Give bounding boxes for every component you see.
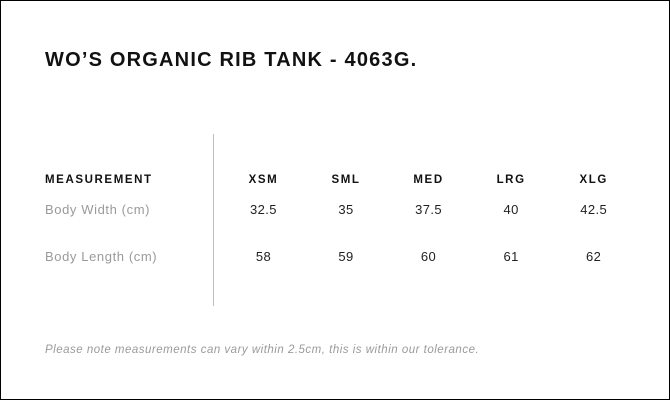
cell-body-length-xlg: 62 bbox=[586, 249, 602, 264]
table-row bbox=[45, 233, 635, 280]
cell-body-width-xlg: 42.5 bbox=[580, 202, 608, 217]
column-header-xsm: XSM bbox=[248, 174, 279, 186]
size-table bbox=[45, 134, 635, 280]
cell-body-length-xsm: 58 bbox=[255, 249, 272, 264]
cell-body-width-med: 37.5 bbox=[415, 202, 442, 217]
column-header-measurement: MEASUREMENT bbox=[45, 174, 153, 186]
cell-body-width-xsm: 32.5 bbox=[250, 202, 277, 217]
page-title: WO’S ORGANIC RIB TANK - 4063G. bbox=[45, 49, 418, 71]
table-row bbox=[45, 186, 635, 233]
row-label-body-length: Body Length (cm) bbox=[45, 249, 158, 264]
size-table-container bbox=[45, 134, 635, 280]
cell-body-width-sml: 35 bbox=[338, 202, 354, 217]
row-label-body-width: Body Width (cm) bbox=[45, 202, 151, 217]
table-body bbox=[45, 186, 635, 280]
cell-body-length-med: 60 bbox=[420, 249, 437, 264]
cell-body-width-lrg: 40 bbox=[503, 202, 519, 217]
table-head bbox=[45, 134, 635, 186]
column-header-med: MED bbox=[413, 174, 444, 186]
table-header-row bbox=[45, 134, 635, 186]
tolerance-note: Please note measurements can vary within 2.5cm, this is within our tolerance. bbox=[45, 344, 480, 356]
cell-body-length-sml: 59 bbox=[338, 249, 354, 264]
cell-body-length-lrg: 61 bbox=[503, 249, 519, 264]
column-header-xlg: XLG bbox=[579, 174, 608, 186]
column-header-sml: SML bbox=[331, 174, 361, 186]
column-header-lrg: LRG bbox=[496, 174, 526, 186]
